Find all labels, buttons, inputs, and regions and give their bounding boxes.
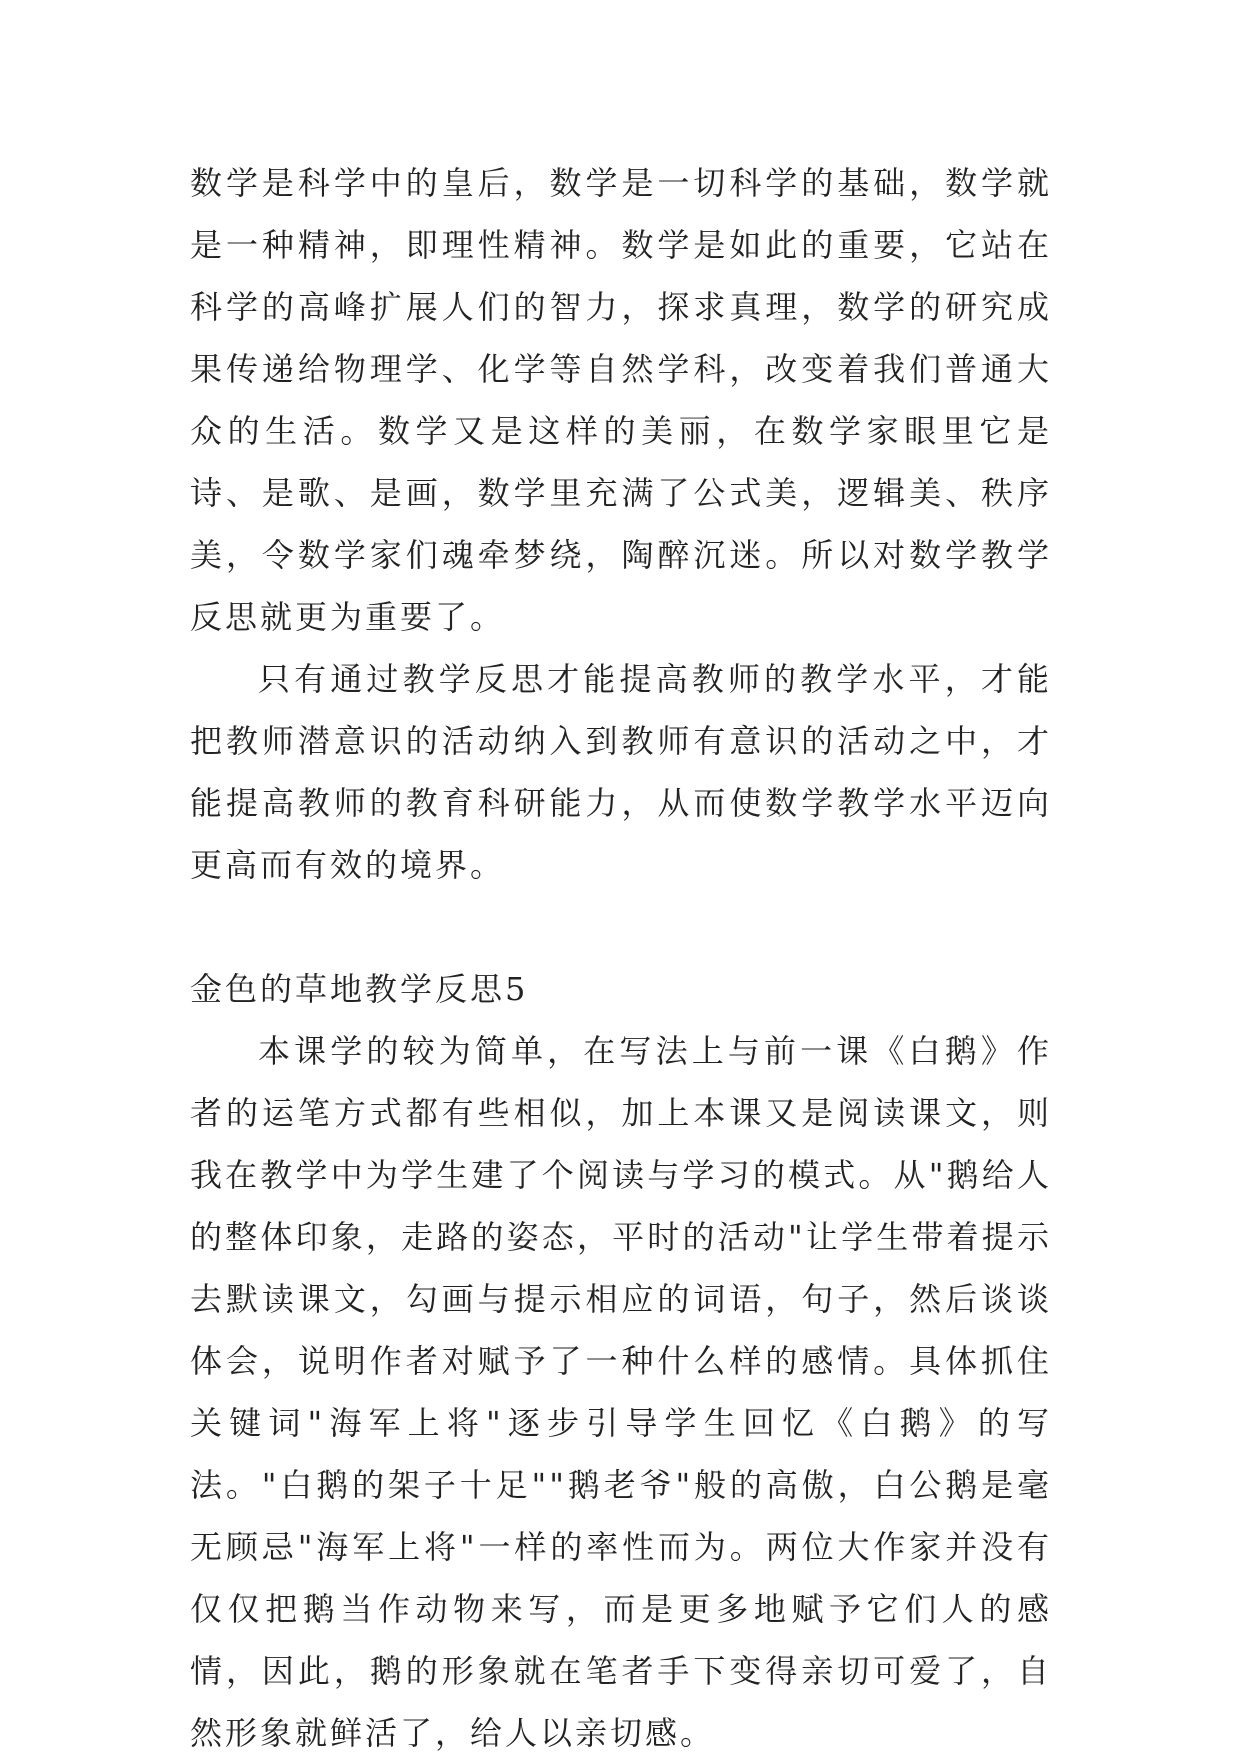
paragraph-lesson-analysis: 本课学的较为简单，在写法上与前一课《白鹅》作者的运笔方式都有些相似，加上本课又是阅读课文，则我在教学中为学生建了个阅读与学习的模式。从"鹅给人的整体印象，走路的姿态，平时的活动"让学生带着提示去默读课文，勾画与提示相应的词语，句子，然后谈谈体会，说明作者对赋予了一种什么样的感情。具体抓住关键词"海军上将"逐步引导学生回忆《白鹅》的写法。"白鹅的架子十足""鹅老爷"般的高傲，白公鹅是毫无顾忌"海军上将"一样的率性而为。两位大作家并没有仅仅把鹅当作动物来写，而是更多地赋予它们人的感情，因此，鹅的形象就在笔者手下变得亲切可爱了，自然形象就鲜活了，给人以亲切感。 xyxy=(190,1032,1052,1752)
paragraph-math-importance: 数学是科学中的皇后，数学是一切科学的基础，数学就是一种精神，即理性精神。数学是如此的重要，它站在科学的高峰扩展人们的智力，探求真理，数学的研究成果传递给物理学、化学等自然学科，改变着我们普通大众的生活。数学又是这样的美丽，在数学家眼里它是诗、是歌、是画，数学里充满了公式美，逻辑美、秩序美，令数学家们魂牵梦绕，陶醉沉迷。所以对数学教学反思就更为重要了。 xyxy=(190,164,1052,636)
paragraph-teaching-reflection: 只有通过教学反思才能提高教师的教学水平，才能把教师潜意识的活动纳入到教师有意识的活动之中，才能提高教师的教育科研能力，从而使数学教学水平迈向更高而有效的境界。 xyxy=(190,660,1052,884)
blank-line xyxy=(190,896,1052,958)
document-body xyxy=(190,152,1052,1764)
section-heading: 金色的草地教学反思5 xyxy=(190,970,529,1008)
